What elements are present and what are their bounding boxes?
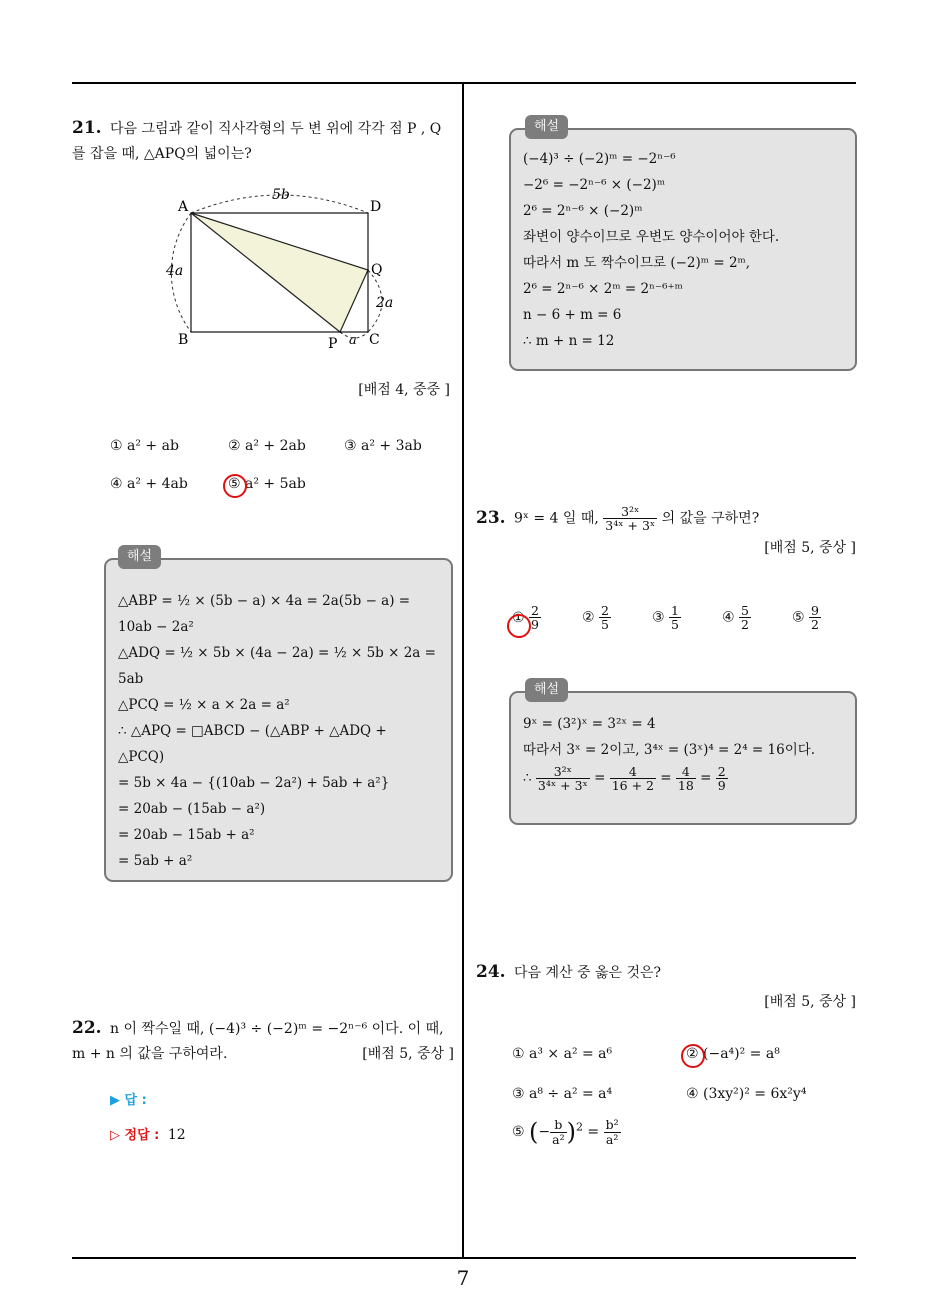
fraction-denominator: 2 <box>811 617 819 633</box>
solution-line: 좌변이 양수이므로 우변도 양수이어야 한다. <box>523 229 780 245</box>
answer-circle-mark <box>507 614 531 638</box>
choice-3[interactable]: ③ a² + 3ab <box>344 438 422 454</box>
answer-circle-mark <box>223 474 247 498</box>
choice-fraction <box>669 604 681 631</box>
question-number: 23. <box>476 507 506 528</box>
choice-marker: ⑤ <box>512 1124 525 1140</box>
vertex-d-label: D <box>370 199 382 215</box>
therefore-symbol: ∴ <box>523 770 532 787</box>
solution-body <box>106 560 451 874</box>
solution-body <box>511 693 855 792</box>
solution-box-21 <box>104 549 453 882</box>
top-rule <box>72 82 856 84</box>
solution-line: ∴ m + n = 12 <box>523 333 615 349</box>
fraction-denominator: a² <box>552 1131 565 1147</box>
correct-answer <box>110 1123 430 1148</box>
fraction-denominator: 9 <box>531 617 539 633</box>
choice-4[interactable]: ④ a² + 4ab <box>110 476 188 492</box>
solution-tag: 해설 <box>118 545 161 569</box>
solution-line: △PCQ) <box>118 749 165 765</box>
choice-1[interactable]: ① a² + ab <box>110 438 179 454</box>
solution-line: 2⁶ = 2ⁿ⁻⁶ × 2ᵐ = 2ⁿ⁻⁶⁺ᵐ <box>523 281 683 297</box>
fraction-denominator: a² <box>604 1132 621 1146</box>
solution-line: △ADQ = ½ × 5b × (4a − 2a) = ½ × 5b × 2a = 5ab <box>118 645 436 687</box>
solution-tag: 해설 <box>525 115 568 139</box>
fraction-denominator: 9 <box>717 778 726 794</box>
question-text-post: 의 값을 구하면? <box>661 510 760 527</box>
choice-5[interactable] <box>228 476 306 492</box>
fraction-numerator: 4 <box>681 764 690 779</box>
choice-marker: ② <box>582 609 595 626</box>
question-24-text <box>476 960 856 986</box>
bottom-rule <box>72 1257 856 1259</box>
vertex-a-label: A <box>178 199 189 215</box>
vertex-q-label: Q <box>371 262 383 278</box>
choice-fraction <box>550 1118 566 1145</box>
choice-fraction <box>599 604 611 631</box>
correct-value: 12 <box>167 1127 186 1143</box>
question-23-choices <box>512 603 819 633</box>
choice-fraction <box>739 604 751 631</box>
question-text: 다음 계산 중 옳은 것은? <box>514 965 662 981</box>
fraction-denominator: 16 + 2 <box>611 778 655 794</box>
solution-line: 따라서 3ˣ = 2이고, 3⁴ˣ = (3ˣ)⁴ = 2⁴ = 16이다. <box>523 742 816 758</box>
solution-box-22 <box>509 119 857 371</box>
choice-3[interactable]: ③ a⁸ ÷ a² = a⁴ <box>512 1086 613 1102</box>
solution-line: (−4)³ ÷ (−2)ᵐ = −2ⁿ⁻⁶ <box>523 151 676 167</box>
vertex-b-label: B <box>178 332 189 348</box>
fraction-numerator: 2 <box>531 603 539 618</box>
close-paren: ) <box>566 1118 576 1146</box>
fraction-numerator: 4 <box>628 764 637 779</box>
exponent: 2 <box>575 1120 583 1134</box>
side-left-label: 4a <box>166 263 184 279</box>
fraction-numerator: 3²ˣ <box>553 764 572 779</box>
solution-line: = 5ab + a² <box>118 853 193 869</box>
solution-line: 9ˣ = (3²)ˣ = 3²ˣ = 4 <box>523 716 656 732</box>
question-24-score: [배점 5, 중상 ] <box>764 994 856 1010</box>
choice-marker: ① <box>512 609 525 626</box>
answer-label: ▶ 답 : <box>110 1093 147 1108</box>
question-text-pre: 9ˣ = 4 일 때, <box>514 510 599 527</box>
choice-fraction <box>604 1118 621 1145</box>
solution-line: ∴ $\frac{\text{3²ˣ}}{\text{3⁴ˣ + 3ˣ}}$ = $\frac{4}{16 + 2}$ = $\frac{4}{18}$ = $\frac{2}{9}$ <box>523 764 726 794</box>
choice-2[interactable]: ② a² + 2ab <box>228 438 306 454</box>
choice-fraction <box>809 604 821 631</box>
choice-5[interactable]: ⑤ (− $\frac{b}{\text{a²}}$ )$^2$ = $\frac{\text{b²}}{\text{a²}}$ <box>512 1117 619 1147</box>
question-number: 24. <box>476 962 506 982</box>
fraction-numerator: 2 <box>601 603 609 618</box>
column-divider <box>462 84 464 1258</box>
solution-line: 2⁶ = 2ⁿ⁻⁶ × (−2)ᵐ <box>523 203 643 219</box>
solution-line: = 20ab − 15ab + a² <box>118 827 255 843</box>
fraction-numerator: 1 <box>671 603 679 618</box>
vertex-c-label: C <box>369 332 380 348</box>
solution-fraction <box>676 765 696 792</box>
solution-line: △ABP = ½ × (5b − a) × 4a = 2a(5b − a) = <box>118 593 411 609</box>
solution-line: 따라서 m 도 짝수이므로 (−2)ᵐ = 2ᵐ, <box>523 255 751 271</box>
question-21-text <box>72 116 454 167</box>
fraction-numerator: 2 <box>717 764 726 779</box>
fraction-denominator: 3⁴ˣ + 3ˣ <box>605 518 656 534</box>
fraction-denominator: 18 <box>677 778 694 794</box>
solution-line: n − 6 + m = 6 <box>523 307 622 323</box>
choice-4[interactable]: ④ (3xy²)² = 6x²y⁴ <box>686 1086 807 1102</box>
fraction-numerator: b <box>554 1117 563 1133</box>
fraction-numerator: 3²ˣ <box>621 504 640 519</box>
page-number: 7 <box>456 1266 470 1290</box>
fraction-denominator: 5 <box>671 617 679 633</box>
answer-circle-mark <box>681 1044 705 1068</box>
choice-1[interactable] <box>512 603 541 633</box>
question-22-score: [배점 5, 중상 ] <box>362 1046 454 1062</box>
solution-fraction <box>716 765 728 792</box>
question-23-text <box>476 505 856 532</box>
fraction-numerator: 9 <box>811 603 819 618</box>
answer-area <box>110 1088 430 1148</box>
question-24-choices <box>512 1046 807 1147</box>
solution-body <box>511 130 855 354</box>
fraction-denominator: 3⁴ˣ + 3ˣ <box>537 778 588 794</box>
question-23-score: [배점 5, 중상 ] <box>764 540 856 557</box>
solution-fraction <box>536 765 590 792</box>
solution-line: 10ab − 2a² <box>118 619 194 635</box>
question-text: n 이 짝수일 때, (−4)³ ÷ (−2)ᵐ = −2ⁿ⁻⁶ 이다. 이 때, m + n 의 값을 구하여라. <box>72 1021 444 1062</box>
solution-fraction <box>610 765 656 792</box>
question-22 <box>72 1016 454 1067</box>
choice-2[interactable] <box>582 604 611 631</box>
question-number: 21. <box>72 118 102 138</box>
question-23 <box>476 505 856 561</box>
correct-label: ▷ 정답 : <box>110 1128 160 1143</box>
question-21 <box>72 116 454 167</box>
question-21-choices <box>110 438 422 492</box>
choice-5-text: ⑤ a² + 5ab <box>228 476 306 492</box>
side-top-label: 5b <box>272 187 290 203</box>
choice-2-text: ② (−a⁴)² = a⁸ <box>686 1046 780 1062</box>
side-bottom-label: a <box>349 333 357 348</box>
open-paren: ( <box>529 1118 539 1146</box>
rectangle-figure <box>160 182 400 352</box>
vertex-p-label: P <box>328 336 338 352</box>
fraction-numerator: b² <box>605 1117 619 1133</box>
choice-marker: ④ <box>722 609 735 626</box>
choice-3[interactable] <box>652 604 681 631</box>
choice-4[interactable] <box>722 604 751 631</box>
solution-box-23 <box>509 682 857 825</box>
fraction-numerator: 5 <box>741 603 749 618</box>
question-24 <box>476 960 856 1015</box>
fraction-denominator: 2 <box>741 617 749 633</box>
choice-marker: ③ <box>652 609 665 626</box>
answer-field[interactable] <box>110 1088 430 1113</box>
question-text: 다음 그림과 같이 직사각형의 두 변 위에 각각 점 P , Q를 잡을 때, △APQ의 넓이는? <box>72 121 442 162</box>
solution-line: = 5b × 4a − {(10ab − 2a²) + 5ab + a²} <box>118 775 390 791</box>
choice-2[interactable] <box>686 1046 780 1062</box>
choice-1[interactable]: ① a³ × a² = a⁶ <box>512 1046 613 1062</box>
question-21-score: [배점 4, 중중 ] <box>358 382 450 398</box>
solution-line: = 20ab − (15ab − a²) <box>118 801 266 817</box>
choice-marker: ⑤ <box>792 609 805 626</box>
question-fraction <box>603 505 657 532</box>
solution-line: △PCQ = ½ × a × 2a = a² <box>118 697 290 713</box>
question-number: 22. <box>72 1018 102 1038</box>
solution-line: −2⁶ = −2ⁿ⁻⁶ × (−2)ᵐ <box>523 177 666 193</box>
choice-5[interactable] <box>792 604 821 631</box>
solution-tag: 해설 <box>525 678 568 702</box>
fraction-denominator: 5 <box>601 617 609 633</box>
side-right-label: 2a <box>376 295 394 311</box>
solution-line: ∴ △APQ = □ABCD − (△ABP + △ADQ + <box>118 723 387 739</box>
